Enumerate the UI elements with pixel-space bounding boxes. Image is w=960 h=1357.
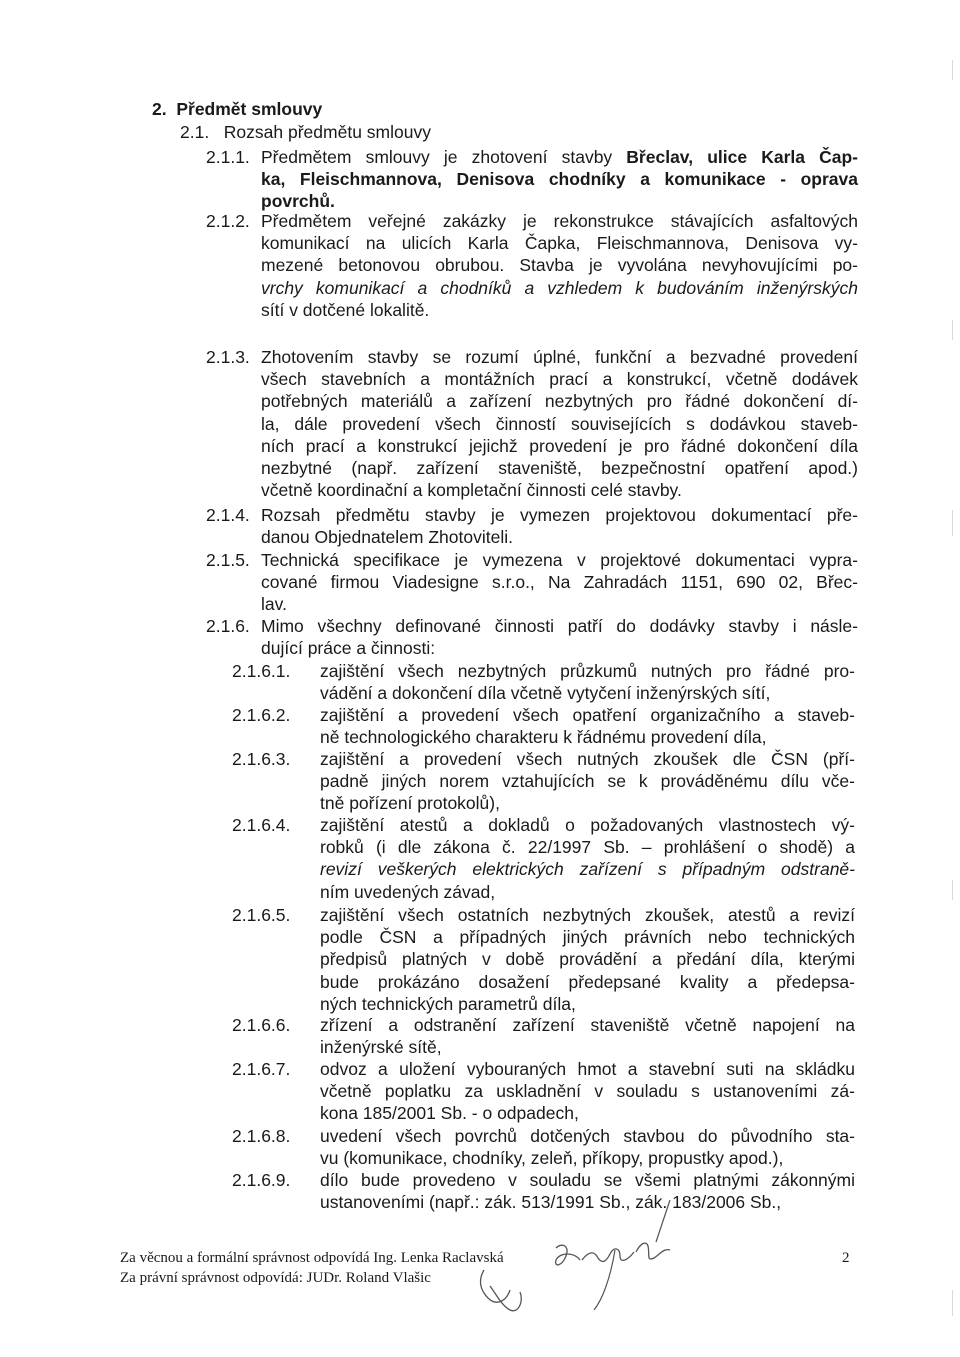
scan-edge-line xyxy=(952,880,953,900)
item-number: 2.1.6. xyxy=(206,616,250,636)
subitem-text: uvedení všech povrchů dotčených stavbou do původního sta- vu (komunikace, chodníky, zeleň, příkopy, propustky apod.), xyxy=(320,1126,855,1169)
item-2-1-6-text xyxy=(261,615,858,659)
subsection-number: 2.1. xyxy=(180,122,210,142)
subitem-number: 2.1.6.8. xyxy=(232,1126,291,1146)
text-line: cované firmou Viadesigne s.r.o., Na Zahradách 1151, 690 02, Břec- xyxy=(261,572,858,593)
section-heading xyxy=(152,98,322,120)
subitem-text: zajištění všech nezbytných průzkumů nutných pro řádné pro- vádění a dokončení díla včetně vytyčení inženýrských sítí, xyxy=(320,661,855,704)
text-line: sítí v dotčené lokalitě. xyxy=(261,299,430,320)
text-line: ních prací a konstrukcí jejichž provedení je pro řádné dokončení díla xyxy=(261,435,858,456)
text-line: nezbytné (např. zařízení staveniště, bezpečnostní opatření apod.) xyxy=(261,458,858,479)
subitem-text: zřízení a odstranění zařízení staveniště včetně napojení na inženýrské sítě, xyxy=(320,1015,855,1058)
item-number: 2.1.2. xyxy=(206,211,250,231)
text-line: včetně koordinační a kompletační činnosti celé stavby. xyxy=(261,480,682,501)
section-number: 2. xyxy=(152,99,167,119)
text-line: vrchy komunikací a chodníků a vzhledem k budováním inženýrských xyxy=(261,277,858,298)
item-number: 2.1.1. xyxy=(206,147,250,167)
subitem-text: dílo bude provedeno v souladu se všemi platnými zákonnými ustanoveními (např.: zák. 513/1991 Sb., zák. 183/2006 Sb., xyxy=(320,1170,855,1213)
text-line: danou Objednatelem Zhotoviteli. xyxy=(261,527,513,548)
subsection-title: Rozsah předmětu smlouvy xyxy=(223,122,431,142)
text-line: Zhotovením stavby se rozumí úplné, funkční a bezvadné provedení xyxy=(261,347,858,367)
text-line: Předmětem veřejné zakázky je rekonstrukce stávajících asfaltových xyxy=(261,211,858,231)
item-2-1-4-text xyxy=(261,504,858,548)
subitem-number: 2.1.6.9. xyxy=(232,1170,291,1190)
text-line: Technická specifikace je vymezena v projektové dokumentaci vypra- xyxy=(261,550,858,570)
item-number: 2.1.4. xyxy=(206,505,250,525)
item-2-1-2-text xyxy=(261,210,858,321)
text-line: Rozsah předmětu stavby je vymezen projektovou dokumentací pře- xyxy=(261,505,858,525)
item-2-1-1-text xyxy=(261,146,858,213)
footer-line-2: Za právní správnost odpovídá: JUDr. Roland Vlašic xyxy=(120,1270,431,1286)
page-number: 2 xyxy=(842,1250,850,1266)
text-line: potřebných materiálů a zařízení nezbytných pro řádné dokončení dí- xyxy=(261,391,858,412)
footer-line-1: Za věcnou a formální správnost odpovídá Ing. Lenka Raclavská xyxy=(120,1250,504,1266)
subitem-number: 2.1.6.4. xyxy=(232,815,291,835)
scan-edge-line xyxy=(952,320,953,340)
subitem-text: zajištění a provedení všech nutných zkoušek dle ČSN (pří- padně jiných norem vztahujících se k prováděnému dílu vče- tně pořízení protokolů), xyxy=(320,749,855,814)
text-line: Předmětem smlouvy je zhotovení stavby Břeclav, ulice Karla Čap- xyxy=(261,147,858,167)
text-line: lav. xyxy=(261,594,287,615)
subitem-text: odvoz a uložení vybouraných hmot a stavební suti na skládku včetně poplatku za uskladnění v souladu s ustanoveními zá- kona 185/2001 Sb. - o odpadech, xyxy=(320,1059,855,1124)
text-line: povrchů. xyxy=(261,191,335,212)
text-line: všech stavebních a montážních prací a konstrukcí, včetně dodávek xyxy=(261,369,858,390)
subitem-number: 2.1.6.1. xyxy=(232,661,291,681)
text-line: la, dále provedení všech činností souvisejících s dodávkou staveb- xyxy=(261,413,858,434)
scan-edge-line xyxy=(952,60,953,80)
item-number: 2.1.5. xyxy=(206,550,250,570)
subitem-number: 2.1.6.6. xyxy=(232,1015,291,1035)
subitem-text: zajištění atestů a dokladů o požadovaných vlastnostech vý- robků (i dle zákona č. 22/1997 Sb. – prohlášení o shodě) a revizí veškerých elektrických zařízení s případným odstraně- ním uvedených závad, xyxy=(320,815,855,902)
subitem-number: 2.1.6.5. xyxy=(232,905,291,925)
scan-edge-line xyxy=(952,1290,953,1316)
scan-edge-line xyxy=(952,510,953,536)
subitem-number: 2.1.6.7. xyxy=(232,1059,291,1079)
text-line: Mimo všechny definované činnosti patří do dodávky stavby i násle- xyxy=(261,616,858,636)
handwritten-signature xyxy=(470,1190,700,1320)
text-line: mezené betonovou obrubou. Stavba je vyvolána nevyhovujícími po- xyxy=(261,255,858,276)
item-number: 2.1.3. xyxy=(206,347,250,367)
section-title: Předmět smlouvy xyxy=(176,99,323,119)
subitem-text: zajištění a provedení všech opatření organizačního a staveb- ně technologického charakteru k řádnému provedení díla, xyxy=(320,705,855,748)
subsection-heading xyxy=(180,121,431,143)
item-2-1-5-text xyxy=(261,549,858,616)
item-2-1-3-text xyxy=(261,346,858,501)
subitem-text: zajištění všech ostatních nezbytných zkoušek, atestů a revizí podle ČSN a případných jiných právních nebo technických předpisů platných v době provádění a předání díla, kterými bude prokázáno dosažení předepsané kvality a předepsa- ných technických parametrů díla, xyxy=(320,905,855,1014)
subitem-number: 2.1.6.2. xyxy=(232,705,291,725)
text-line: ka, Fleischmannova, Denisova chodníky a komunikace - oprava xyxy=(261,169,858,190)
text-line: dující práce a činnosti: xyxy=(261,638,436,659)
text-line: komunikací na ulicích Karla Čapka, Fleischmannova, Denisova vy- xyxy=(261,233,858,254)
subitem-number: 2.1.6.3. xyxy=(232,749,291,769)
